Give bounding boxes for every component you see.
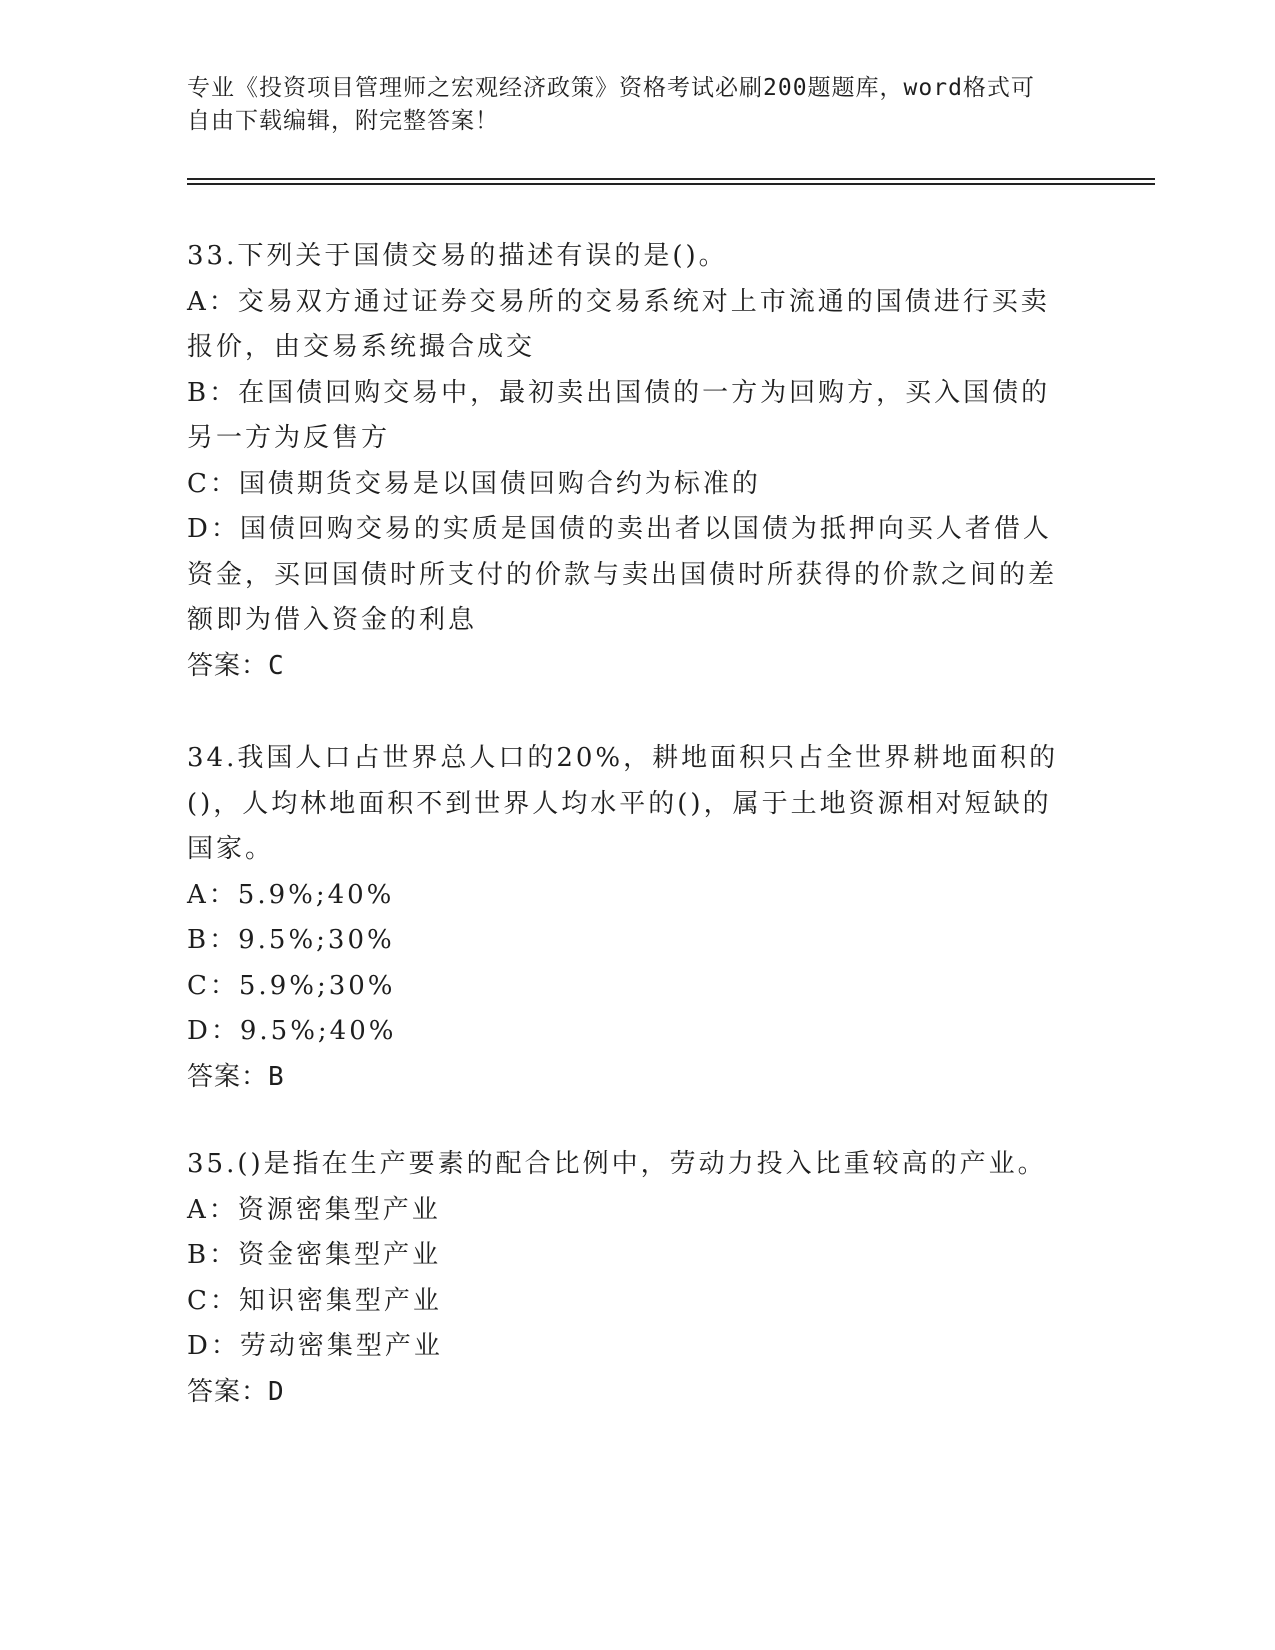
question-34 bbox=[187, 736, 1067, 1100]
answer-line bbox=[187, 1055, 1067, 1101]
header-divider-bottom bbox=[187, 183, 1155, 185]
option-b: B：在国债回购交易中，最初卖出国债的一方为回购方，买入国债的另一方为反售方 bbox=[187, 377, 1051, 453]
option-d: D：劳动密集型产业 bbox=[187, 1331, 443, 1361]
option-b: B：资金密集型产业 bbox=[187, 1240, 442, 1270]
question-stem: 34.我国人口占世界总人口的20%，耕地面积只占全世界耕地面积的()，人均林地面积不到世界人均水平的()，属于土地资源相对短缺的国家。 bbox=[187, 743, 1059, 864]
answer-line bbox=[187, 644, 1067, 690]
option-d: D：国债回购交易的实质是国债的卖出者以国债为抵押向买人者借人资金，买回国债时所支付的价款与卖出国债时所获得的价款之间的差额即为借入资金的利息 bbox=[187, 514, 1058, 635]
option-b: B：9.5%;30% bbox=[187, 925, 395, 955]
option-c: C：5.9%;30% bbox=[187, 970, 396, 1001]
document-header bbox=[187, 72, 1067, 138]
question-stem: 33.下列关于国债交易的描述有误的是()。 bbox=[187, 241, 728, 271]
answer-value: D bbox=[268, 1376, 285, 1407]
answer-line bbox=[187, 1370, 1067, 1416]
question-35 bbox=[187, 1142, 1067, 1415]
question-33 bbox=[187, 234, 1067, 689]
answer-label: 答案： bbox=[187, 650, 269, 681]
option-a: A：5.9%;40% bbox=[187, 879, 395, 910]
header-line-1: 专业《投资项目管理师之宏观经济政策》资格考试必刷200题题库，word格式可 bbox=[187, 75, 1035, 101]
question-stem: 35.()是指在生产要素的配合比例中，劳动力投入比重较高的产业。 bbox=[187, 1149, 1047, 1179]
answer-label: 答案： bbox=[187, 1376, 269, 1407]
option-d: D：9.5%;40% bbox=[187, 1016, 397, 1046]
option-c: C：知识密集型产业 bbox=[187, 1285, 442, 1316]
answer-value: B bbox=[268, 1061, 285, 1092]
header-divider-top bbox=[187, 178, 1155, 180]
answer-value: C bbox=[268, 650, 285, 681]
option-a: A：交易双方通过证券交易所的交易系统对上市流通的国债进行买卖报价，由交易系统撮合成交 bbox=[187, 286, 1050, 362]
option-a: A：资源密集型产业 bbox=[187, 1194, 441, 1225]
answer-label: 答案： bbox=[187, 1061, 269, 1092]
option-c: C：国债期货交易是以国债回购合约为标准的 bbox=[187, 468, 761, 499]
header-line-2: 自由下载编辑，附完整答案！ bbox=[187, 108, 499, 134]
